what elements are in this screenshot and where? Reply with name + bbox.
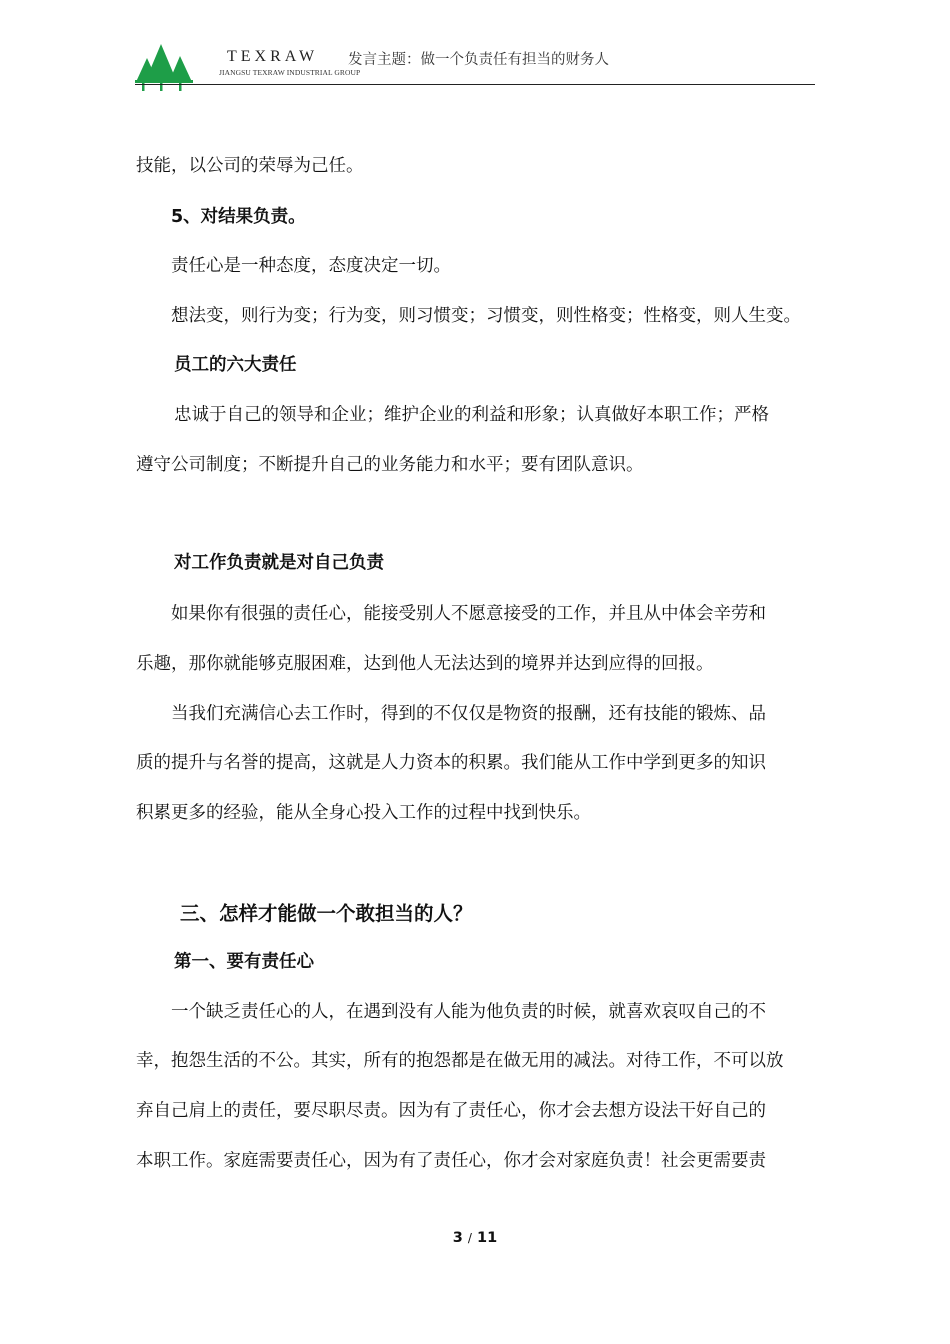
page-separator: / [467,1231,472,1245]
brand-subtitle: JIANGSU TEXRAW INDUSTRIAL GROUP [219,68,361,77]
brand-name: TEXRAW [227,48,319,65]
header-topic: 发言主题：做一个负责任有担当的财务人 [348,52,609,68]
page-current: 3 [452,1230,463,1246]
page-total: 11 [477,1230,498,1246]
page-number [0,1230,950,1246]
page-header [135,42,815,94]
header-rule [135,84,815,85]
